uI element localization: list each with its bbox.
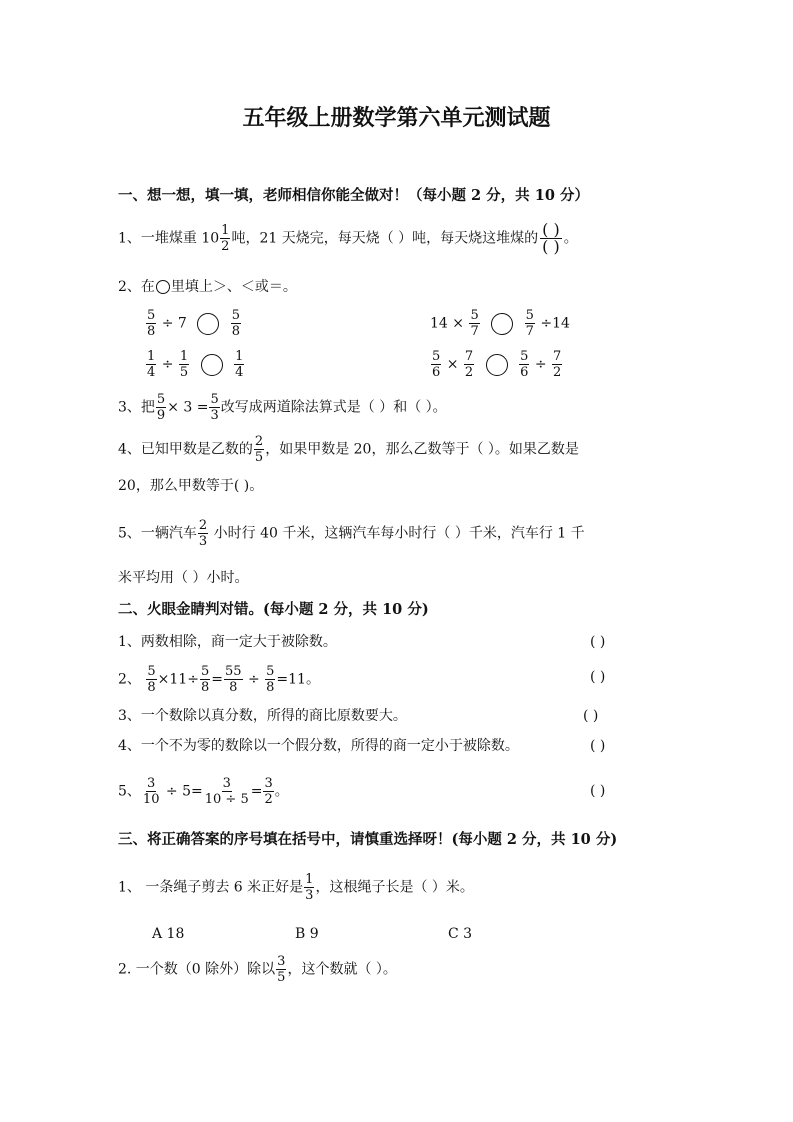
- fraction: [200, 664, 210, 695]
- compare-row-2-left: [145, 349, 245, 380]
- fraction-numerator: 3: [277, 954, 286, 969]
- fraction-denominator: 10 ÷ 5: [204, 792, 249, 807]
- fraction-denominator: 2: [553, 365, 562, 380]
- s2-question-5: [118, 776, 289, 807]
- s3-question-2: [118, 954, 397, 985]
- fraction-denominator: 8: [266, 680, 275, 695]
- fraction-numerator: 5: [200, 664, 210, 679]
- text-span: 2、在: [118, 279, 155, 295]
- compare-circle-2[interactable]: [491, 313, 513, 335]
- fraction: [156, 392, 166, 423]
- fraction-numerator: 5: [432, 349, 441, 364]
- fraction: [469, 308, 479, 339]
- fraction: [431, 349, 441, 380]
- text-span: 。: [563, 230, 578, 247]
- fraction: [146, 664, 156, 695]
- fraction-numerator: 55: [224, 664, 242, 679]
- fraction-numerator: 5: [210, 392, 219, 407]
- fraction-numerator: 5: [156, 392, 166, 407]
- text-span: ×: [446, 356, 459, 373]
- fraction-denominator: 3: [210, 408, 219, 423]
- compare-circle-4[interactable]: [486, 354, 508, 376]
- s1-question-2: [118, 277, 297, 297]
- s3-option-a[interactable]: A 18: [152, 926, 185, 942]
- fraction: [263, 776, 273, 807]
- fraction-denominator: 5: [179, 365, 189, 380]
- fraction-denominator: 3: [305, 888, 314, 903]
- s1-question-4-line-2: 20，那么甲数等于( )。: [118, 478, 264, 494]
- text-span: ×11÷: [157, 671, 199, 688]
- fraction: [146, 308, 156, 339]
- text-span: 2、: [118, 671, 141, 688]
- fraction-denominator: 2: [264, 792, 273, 807]
- text-span: ÷: [161, 356, 174, 373]
- text-span: 里填上＞、＜或＝。: [170, 279, 297, 295]
- fraction-numerator: 3: [147, 776, 156, 791]
- text-span: 3、把: [118, 399, 155, 416]
- q1-fraction: [220, 223, 230, 254]
- s1-question-3: [118, 392, 447, 423]
- fraction-denominator: 2: [221, 239, 230, 254]
- fraction-denominator: 6: [432, 365, 441, 380]
- fraction-numerator: 3: [264, 776, 273, 791]
- fraction-denominator: 8: [147, 680, 156, 695]
- compare-row-1-right: [430, 308, 570, 339]
- fraction: [234, 349, 244, 380]
- fraction: [209, 392, 219, 423]
- text-span: × 3 =: [167, 399, 209, 416]
- fraction-numerator: 5: [525, 308, 534, 323]
- fraction-denominator: 5: [277, 970, 286, 985]
- fraction-denominator: 10: [142, 792, 160, 807]
- compare-circle-3[interactable]: [201, 354, 223, 376]
- text-span: ÷: [540, 315, 553, 332]
- s2-question-2: [118, 664, 320, 695]
- text-span: ÷: [247, 671, 260, 688]
- compare-row-1-left: [145, 308, 242, 339]
- fraction-numerator: 5: [147, 664, 156, 679]
- fraction-numerator: 5: [231, 308, 241, 323]
- fraction-denominator: 4: [235, 365, 244, 380]
- text-span: 改写成两道除法算式是（ ）和（ ）。: [220, 399, 447, 416]
- fraction-denominator: 7: [470, 324, 479, 339]
- text-span: 5、: [118, 783, 141, 800]
- text-span: ÷ 5=: [165, 783, 203, 800]
- fraction: [142, 776, 161, 807]
- s2-answer-paren-4[interactable]: ( ): [590, 738, 606, 754]
- fraction-denominator: 6: [520, 365, 529, 380]
- fraction: [198, 518, 208, 549]
- q1-fraction-blank: [540, 222, 562, 255]
- fraction-numerator: 5: [266, 664, 275, 679]
- text-span: ，如果甲数是 20，那么乙数等于（ ）。如果乙数是: [265, 441, 579, 458]
- text-span: =: [250, 783, 263, 800]
- fraction-denominator: 5: [254, 450, 264, 465]
- fraction-denominator: 8: [200, 680, 210, 695]
- text-span: 7: [177, 315, 187, 332]
- s2-answer-paren-5[interactable]: ( ): [590, 783, 606, 799]
- section-3-heading: 三、将正确答案的序号填在括号中，请慎重选择呀！(每小题 2 分，共 10 分): [118, 831, 618, 848]
- fraction-denominator: 7: [525, 324, 534, 339]
- fraction-numerator: 1: [305, 872, 314, 887]
- fraction: [204, 776, 250, 807]
- fraction: [276, 954, 286, 985]
- s3-option-c[interactable]: C 3: [448, 926, 473, 942]
- s2-question-3: 3、一个数除以真分数，所得的商比原数要大。: [118, 708, 407, 724]
- fraction-denominator: 9: [156, 408, 166, 423]
- s3-question-1: [118, 872, 474, 903]
- fraction: [525, 308, 535, 339]
- text-span: ÷: [161, 315, 174, 332]
- fraction-numerator: 3: [222, 776, 231, 791]
- fraction: [254, 434, 264, 465]
- compare-row-2-right: [430, 349, 563, 380]
- fraction: [231, 308, 241, 339]
- s2-answer-paren-3[interactable]: ( ): [583, 708, 599, 724]
- compare-circle-1[interactable]: [197, 313, 219, 335]
- s2-question-4: 4、一个不为零的数除以一个假分数，所得的商一定小于被除数。: [118, 738, 519, 754]
- fraction: [146, 349, 156, 380]
- fraction-numerator: 5: [470, 308, 479, 323]
- fraction: [464, 349, 474, 380]
- s1-question-5-line-2: 米平均用（ ）小时。: [118, 570, 249, 586]
- text-span: =11。: [276, 671, 320, 688]
- fraction-denominator: 4: [147, 365, 156, 380]
- text-span: ( ): [542, 220, 560, 239]
- fraction-numerator: 1: [221, 223, 230, 238]
- fraction-numerator: 7: [553, 349, 562, 364]
- text-span: 1、 一条绳子剪去 6 米正好是: [118, 879, 304, 896]
- fraction-numerator: 7: [464, 349, 474, 364]
- fraction-denominator: 8: [229, 680, 238, 695]
- fraction: [265, 664, 275, 695]
- text-span: ( ): [542, 237, 560, 256]
- text-span: 5、一辆汽车: [118, 525, 197, 542]
- text-span: 。: [274, 783, 289, 800]
- fraction: [552, 349, 562, 380]
- q1-mid: 吨，21 天烧完，每天烧（ ）吨，每天烧这堆煤的: [231, 230, 539, 247]
- s2-answer-paren-1[interactable]: ( ): [590, 634, 606, 650]
- text-span: 小时行 40 千米，这辆汽车每小时行（ ）千米，汽车行 1 千: [209, 525, 585, 542]
- fraction: [519, 349, 529, 380]
- q1-prefix: 1、一堆煤重 10: [118, 230, 220, 247]
- s1-question-4: [118, 434, 579, 465]
- s1-question-5: [118, 518, 585, 549]
- section-1-heading: 一、想一想，填一填，老师相信你能全做对！（每小题 2 分，共 10 分）: [118, 187, 589, 204]
- fraction: [224, 664, 243, 695]
- fraction-numerator: 1: [147, 349, 156, 364]
- fraction-denominator: 8: [231, 324, 241, 339]
- s3-option-b[interactable]: B 9: [295, 926, 319, 942]
- fraction-denominator: 2: [464, 365, 474, 380]
- text-span: =: [211, 671, 223, 688]
- text-span: ÷: [534, 356, 547, 373]
- text-span: 4、已知甲数是乙数的: [118, 441, 253, 458]
- page-title: 五年级上册数学第六单元测试题: [242, 105, 551, 131]
- circle-icon: [156, 280, 170, 294]
- fraction-numerator: 2: [198, 518, 208, 533]
- s1-question-1: [118, 222, 578, 255]
- fraction-numerator: 5: [147, 308, 156, 323]
- fraction-numerator: 1: [179, 349, 189, 364]
- section-2-heading: 二、火眼金睛判对错。(每小题 2 分，共 10 分): [118, 601, 429, 618]
- fraction-numerator: 2: [254, 434, 264, 449]
- s2-answer-paren-2[interactable]: ( ): [590, 669, 606, 685]
- fraction-denominator: 8: [147, 324, 156, 339]
- fraction-numerator: 5: [520, 349, 529, 364]
- text-span: 14: [430, 315, 448, 332]
- fraction-numerator: 1: [235, 349, 244, 364]
- text-span: 14: [552, 315, 570, 332]
- s2-question-1: 1、两数相除，商一定大于被除数。: [118, 634, 337, 650]
- fraction: [179, 349, 189, 380]
- fraction: [304, 872, 314, 903]
- text-span: ，这根绳子长是（ ）米。: [315, 879, 474, 896]
- text-span: ×: [452, 315, 465, 332]
- text-span: ，这个数就（ ）。: [287, 961, 397, 978]
- text-span: 2. 一个数（0 除外）除以: [118, 961, 276, 978]
- fraction-denominator: 3: [198, 534, 208, 549]
